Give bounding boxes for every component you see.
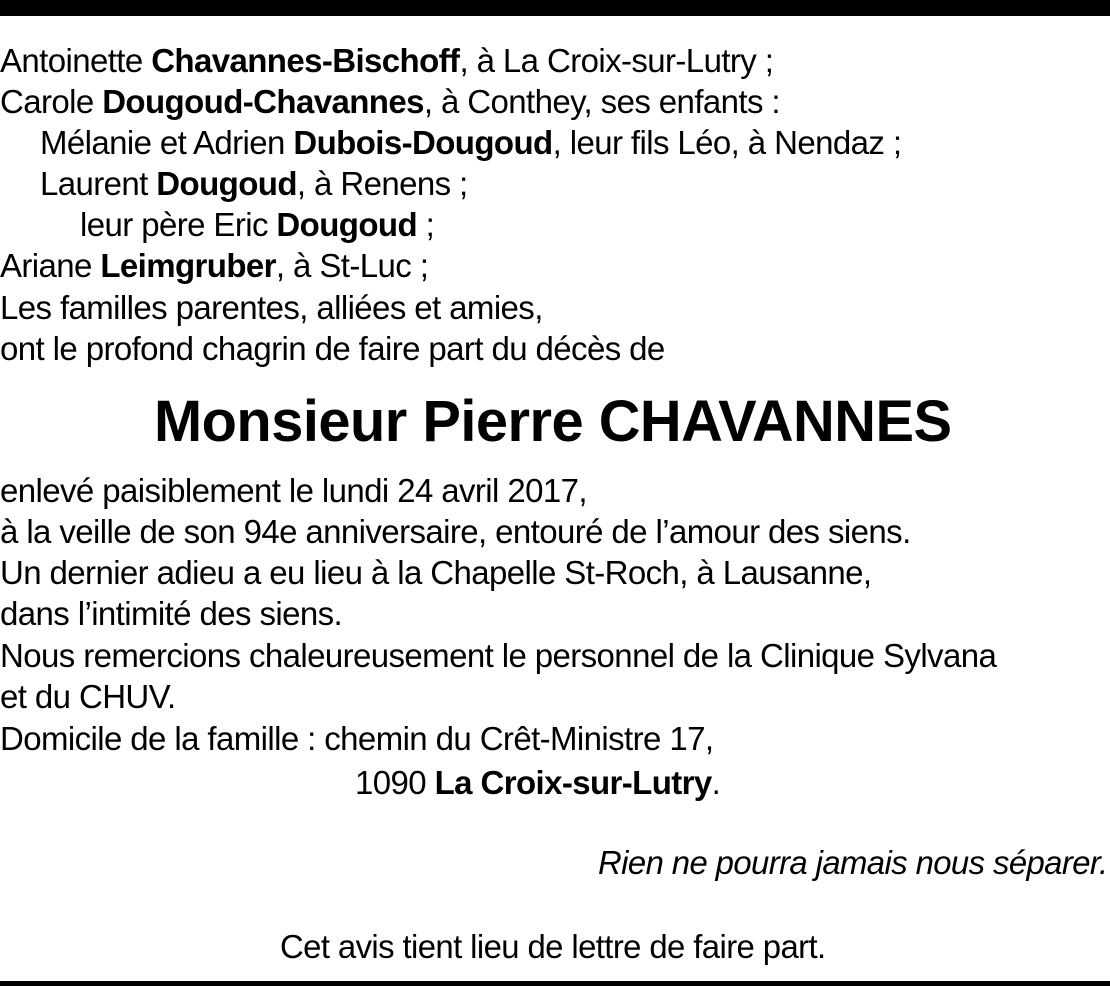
- family-line-2-post: , à Conthey, ses enfants :: [423, 83, 780, 120]
- family-line-6-name: Leimgruber: [100, 247, 276, 284]
- deceased-name: Monsieur Pierre CHAVANNES: [154, 389, 952, 454]
- body-line-5: Nous remercions chaleureusement le personnel de la Clinique Sylvana: [0, 637, 997, 674]
- family-line-3-post: , leur fils Léo, à Nendaz ;: [552, 124, 902, 161]
- family-line-6-post: , à St-Luc ;: [275, 247, 429, 284]
- family-line-4: [40, 163, 468, 205]
- family-line-5: [80, 204, 434, 246]
- family-line-3-name: Dubois-Dougoud: [293, 124, 553, 161]
- body-line-7: Domicile de la famille : chemin du Crêt-Ministre 17,: [0, 720, 714, 757]
- body-line-1: enlevé paisiblement le lundi 24 avril 2017,: [0, 472, 587, 509]
- family-line-4-pre: Laurent: [40, 165, 157, 202]
- family-line-3: [40, 122, 901, 164]
- family-line-1-name: Chavannes-Bischoff: [151, 42, 460, 79]
- address-end: .: [711, 764, 721, 801]
- address-postcode: 1090: [355, 764, 435, 801]
- address-town: La Croix-sur-Lutry: [434, 764, 712, 801]
- family-line-5-name: Dougoud: [276, 206, 417, 243]
- motto: Rien ne pourra jamais nous séparer.: [598, 844, 1108, 881]
- family-line-5-pre: leur père Eric: [80, 206, 277, 243]
- family-line-2-pre: Carole: [0, 83, 103, 120]
- family-line-1: [0, 40, 773, 82]
- body-line-3: Un dernier adieu a eu lieu à la Chapelle St-Roch, à Lausanne,: [0, 554, 872, 591]
- footer-note: Cet avis tient lieu de lettre de faire part.: [280, 928, 826, 965]
- family-line-6-pre: Ariane: [0, 247, 101, 284]
- family-line-4-name: Dougoud: [156, 165, 297, 202]
- body-line-6: et du CHUV.: [0, 678, 176, 715]
- intro-line-2: ont le profond chagrin de faire part du décès de: [0, 330, 665, 367]
- family-line-5-post: ;: [417, 206, 435, 243]
- intro-line-1: Les familles parentes, alliées et amies,: [0, 289, 543, 326]
- top-rule: [0, 0, 1110, 16]
- family-line-2-name: Dougoud-Chavannes: [102, 83, 424, 120]
- body-line-4: dans l’intimité des siens.: [0, 595, 343, 632]
- family-line-6: [0, 245, 428, 287]
- family-address-town-line: [355, 762, 720, 804]
- family-line-4-post: , à Renens ;: [296, 165, 468, 202]
- family-line-1-post: , à La Croix-sur-Lutry ;: [459, 42, 774, 79]
- family-line-3-pre: Mélanie et Adrien: [40, 124, 294, 161]
- bottom-rule: [0, 981, 1110, 986]
- family-line-1-pre: Antoinette: [0, 42, 152, 79]
- body-line-2: à la veille de son 94e anniversaire, entouré de l’amour des siens.: [0, 513, 911, 550]
- family-line-2: [0, 81, 780, 123]
